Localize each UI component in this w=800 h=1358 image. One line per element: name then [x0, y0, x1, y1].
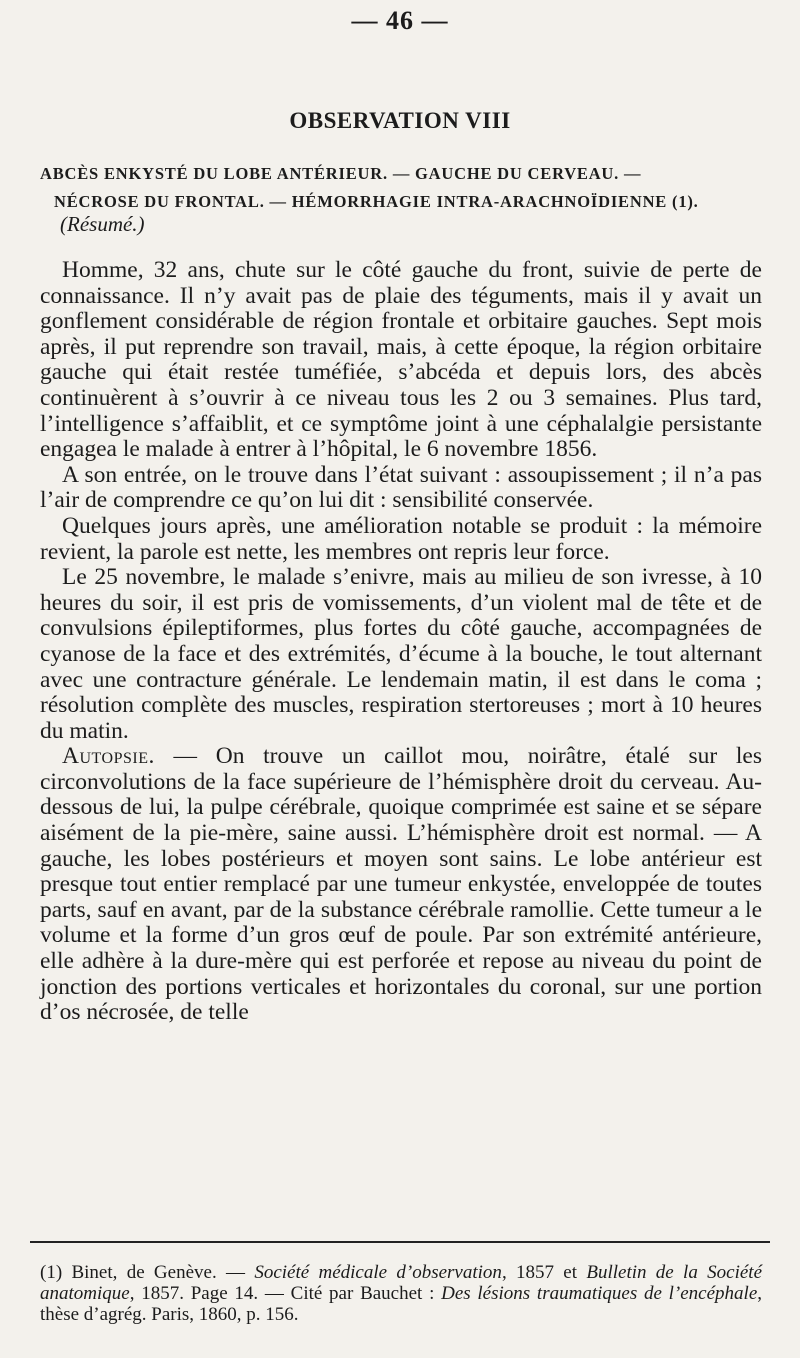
footnote-text: , 1857. Page 14. — Cité par Bauchet : — [129, 1283, 442, 1304]
body-text — [40, 258, 762, 1026]
paragraph-text: Homme, 32 ans, chute sur le côté gauche du front, suivie de perte de connaissance. Il n’y avait pas de plaie des téguments, mais il y avait un gonflement considérable de région frontale et orbitaire gauches. Sept mois après, il put reprendre son travail, mais, à cette époque, la région orbitaire gauche qui était restée tuméfiée, s’abcéda et depuis lors, des abcès continuèrent à s’ouvrir à ce niveau tous les 2 ou 3 semaines. Plus tard, l’intelligence s’affaiblit, et ce symptôme joint à une céphalalgie persistante engagea le malade à entrer à l’hôpital, le 6 novembre 1856. — [40, 257, 762, 463]
footnote — [40, 1262, 762, 1325]
paragraph — [40, 258, 762, 463]
footnote-bulletin: Bulletin de la Société anatomique — [40, 1262, 762, 1304]
footnote-divider — [30, 1241, 770, 1243]
footnote-text: , 1857 et — [501, 1262, 587, 1283]
footnote-thesis-title: Des lésions traumatiques de l’encéphale — [441, 1283, 758, 1304]
resume-label: (Résumé.) — [60, 212, 145, 236]
observation-title: OBSERVATION VIII — [289, 108, 511, 133]
observation-subtitle — [40, 160, 768, 216]
paragraph-lead: Autopsie. — [62, 743, 155, 770]
paragraph-text: Quelques jours après, une amélioration notable se produit : la mémoire revient, la parole est nette, les membres ont repris leur force. — [40, 512, 762, 565]
paragraph — [40, 744, 762, 1026]
subtitle-line-2: NÉCROSE DU FRONTAL. — HÉMORRHAGIE INTRA-ARACHNOÏDIENNE (1). — [54, 192, 699, 211]
paragraph-text: Le 25 novembre, le malade s’enivre, mais au milieu de son ivresse, à 10 heures du soir, il est pris de vomissements, d’un violent mal de tête et de convulsions épileptiformes, plus fortes du côté gauche, accompagnées de cyanose de la face et des extrémités, d’écume à la bouche, le tout alternant avec une contracture générale. Le lendemain matin, il est dans le coma ; résolution complète des muscles, respiration stertoreuses ; mort à 10 heures du matin. — [40, 564, 762, 744]
paragraph — [40, 463, 762, 514]
page-number: — 46 — — [351, 6, 449, 35]
paragraph-text: A son entrée, on le trouve dans l’état suivant : assoupissement ; il n’a pas l’air de comprendre ce qu’on lui dit : sensibilité conservée. — [40, 461, 762, 514]
paragraph — [40, 565, 762, 744]
paragraph-text: — On trouve un caillot mou, noirâtre, étalé sur les circonvolutions de la face supérieure de l’hémisphère droit du cerveau. Au-dessous de lui, la pulpe cérébrale, quoique comprimée est saine et se sépare aisément de la pie-mère, saine aussi. L’hémisphère droit est normal. — A gauche, les lobes postérieurs et moyen sont sains. Le lobe antérieur est presque tout entier remplacé par une tumeur enkystée, enveloppée de toutes parts, sauf en avant, par de la substance cérébrale ramollie. Cette tumeur a le volume et la forme d’un gros œuf de poule. Par son extrémité antérieure, elle adhère à la dure-mère qui est perforée et repose au niveau du point de jonction des portions verticales et horizontales du coronal, sur une portion d’os nécrosée, de telle — [40, 743, 762, 1026]
footnote-text: (1) Binet, de Genève. — — [40, 1262, 255, 1283]
paragraph — [40, 514, 762, 565]
subtitle-line-1: ABCÈS ENKYSTÉ DU LOBE ANTÉRIEUR. — GAUCHE DU CERVEAU. — — [40, 164, 642, 183]
footnote-text: , thèse d’agrég. Paris, 1860, p. 156. — [40, 1283, 763, 1325]
footnote-journal: Société médicale d’observation — [254, 1262, 502, 1283]
